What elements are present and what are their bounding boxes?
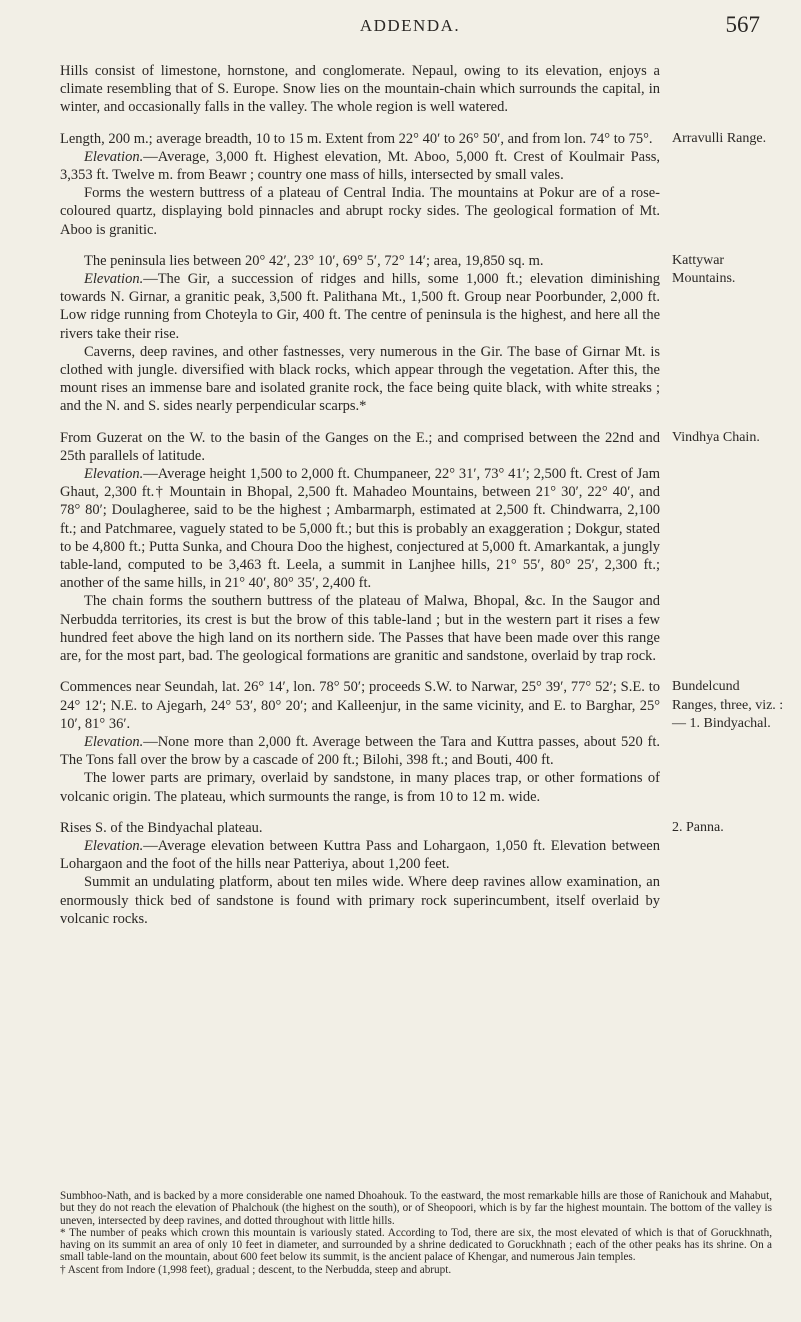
running-title: ADDENDA. [359,16,461,35]
margin-heading: Vindhya Chain. [672,429,760,445]
paragraph: Elevation.—Average, 3,000 ft. Highest elevation, Mt. Aboo, 5,000 ft. Crest of Koulmair Pass, 3,353 ft. Twelve m. from Beawr ; country one mass of hills, intersected by small vales. [60,148,660,184]
section-vindhya [60,429,772,666]
margin-heading: Arravulli Range. [672,130,767,146]
section-body [60,819,660,928]
paragraph: Rises S. of the Bindyachal plateau. [60,819,263,836]
margin-heading: Bundelcund Ranges, three, viz. :— 1. Bindyachal. [672,679,784,731]
paragraph: Elevation.—Average elevation between Kuttra Pass and Lohargaon, 1,050 ft. Elevation between Lohargaon and the foot of the hills near Patteriya, about 1,200 feet. [60,837,660,873]
paragraph: Caverns, deep ravines, and other fastnesses, very numerous in the Gir. The base of Girnar Mt. is clothed with jungle. diversified with black rocks, which appear through the vegetation. After this, the mount rises an immense bare and isolated granite rock, the face being quite black, with white streaks ; and the N. and S. sides nearly perpendicular scarps.* [60,343,660,415]
paragraph: Length, 200 m.; average breadth, 10 to 15 m. Extent from 22° 40′ to 26° 50′, and from lon. 74° to 75°. [60,130,653,147]
paragraph: Commences near Seundah, lat. 26° 14′, lon. 78° 50′; proceeds S.W. to Narwar, 25° 39′, 77° 52′; S.E. to 24° 12′; N.E. to Ajegarh, 24° 53′, 80° 20′; and Kalleenjur, in the same vicinity, and E. to Barghar, 25° 10′, 81° 36′. [60,679,660,732]
paragraph: Elevation.—None more than 2,000 ft. Average between the Tara and Kuttra passes, about 520 ft. The Tons fall over the brow by a cascade of 200 ft.; Bilohi, 398 ft.; and Bouti, 400 ft. [60,733,660,769]
running-header [60,12,760,42]
paragraph: The chain forms the southern buttress of the plateau of Malwa, Bhopal, &c. In the Saugor and Nerbudda territories, its crest is but the brow of this table-land ; but in the western part it rises a few hundred feet above the high land on its northern side. The Passes that have been made over this range are, for the most part, bad. The geological formations are granitic and sandstone, overlaid by trap rock. [60,593,660,665]
footnote: † Ascent from Indore (1,998 feet), gradual ; descent, to the Nerbudda, steep and abrupt. [60,1263,452,1276]
page-number: 567 [725,12,760,37]
section-bundelcund [60,678,784,805]
section-body [60,62,660,117]
paragraph: Hills consist of limestone, hornstone, and conglomerate. Nepaul, owing to its elevation, enjoys a climate resembling that of S. Europe. Snow lies on the mountain-chain which surrounds the capital, in winter, and occasionally falls in the valley. The whole region is well watered. [60,63,660,116]
section-body [60,252,660,416]
paragraph: Elevation.—Average height 1,500 to 2,000 ft. Chumpaneer, 22° 31′, 73° 41′; 2,500 ft. Crest of Jam Ghaut, 2,300 ft.† Mountain in Bhopal, 2,500 ft. Mahadeo Mountains, between 21° 30′, 22° 40′, and 78° 80′; Doulagheree, said to be the highest ; Ambarmarph, estimated at 2,500 ft. Chindwarra, 2,100 ft.; and Patchmaree, vaguely stated to be 5,000 ft.; but this is probably an exaggeration ; Dokgur, stated to be 4,800 ft.; Putta Sunka, and Choura Doo the highest, conjectured at 5,000 ft. Amarkantak, a jungly table-land, computed to be 3,463 ft. Leela, a summit in Lanjhee hills, 21° 55′, 80° 25′, 2,300 ft.; another of the same hills, in 21° 40′, 80° 35′, 2,400 ft. [60,466,660,592]
margin-heading: Kattywar Mountains. [672,252,736,287]
body-text [60,62,784,941]
section-body [60,429,660,666]
paragraph: Elevation.—The Gir, a succession of ridges and hills, some 1,000 ft.; elevation diminishing towards N. Girnar, a granitic peak, 3,500 ft. Palithana Mt., 1,500 ft. Group near Poorbunder, 2,000 ft. Low ridge running from Choteyla to Gir, 400 ft. The centre of peninsula is the highest, and here all the rivers take their rise. [60,271,660,342]
paragraph: Summit an undulating platform, about ten miles wide. Where deep ravines allow examination, an enormously thick bed of sandstone is found with primary rock superincumbent, itself overlaid by volcanic rocks. [60,874,660,927]
margin-heading: 2. Panna. [672,819,724,835]
paragraph: The lower parts are primary, overlaid by sandstone, in many places trap, or other formations of volcanic origin. The plateau, which surmounts the range, is from 10 to 12 m. wide. [60,770,660,805]
paragraph: Forms the western buttress of a plateau of Central India. The mountains at Pokur are of a rose-coloured quartz, displaying bold pinnacles and abrupt rocky sides. The geological formation of Mt. Aboo is granitic. [60,185,660,238]
footnote: * The number of peaks which crown this mountain is variously stated. According to Tod, there are six, the most elevated of which is that of Goruckhnath, having on its summit an area of only 10 feet in diameter, and surrounded by a shrine dedicated to Goruckhnath ; each of the other peaks has its shrine. On a small table-land on the mountain, about 600 feet below its summit, is the ancient palace of Khengar, and numerous Jain temples. [60,1226,772,1264]
section-body [60,130,660,239]
paragraph: From Guzerat on the W. to the basin of the Ganges on the E.; and comprised between the 22nd and 25th parallels of latitude. [60,429,660,464]
section-nepaul [60,62,772,117]
section-arravulli [60,130,772,239]
section-panna [60,819,772,928]
section-body [60,678,660,805]
paragraph: The peninsula lies between 20° 42′, 23° 10′, 69° 5′, 72° 14′; area, 19,850 sq. m. [84,252,544,269]
footnote: Sumbhoo-Nath, and is backed by a more considerable one named Dhoahouk. To the eastward, the most remarkable hills are those of Ranichouk and Mahabut, but they do not reach the elevation of Phalchouk (the highest on the south), or of Sheopoori, which is by far the highest mountain. The bottom of the valley is uneven, intersected by deep ravines, and dotted throughout with little hills. [60,1190,772,1227]
section-kattywar [60,252,772,416]
footnotes [60,1190,772,1276]
